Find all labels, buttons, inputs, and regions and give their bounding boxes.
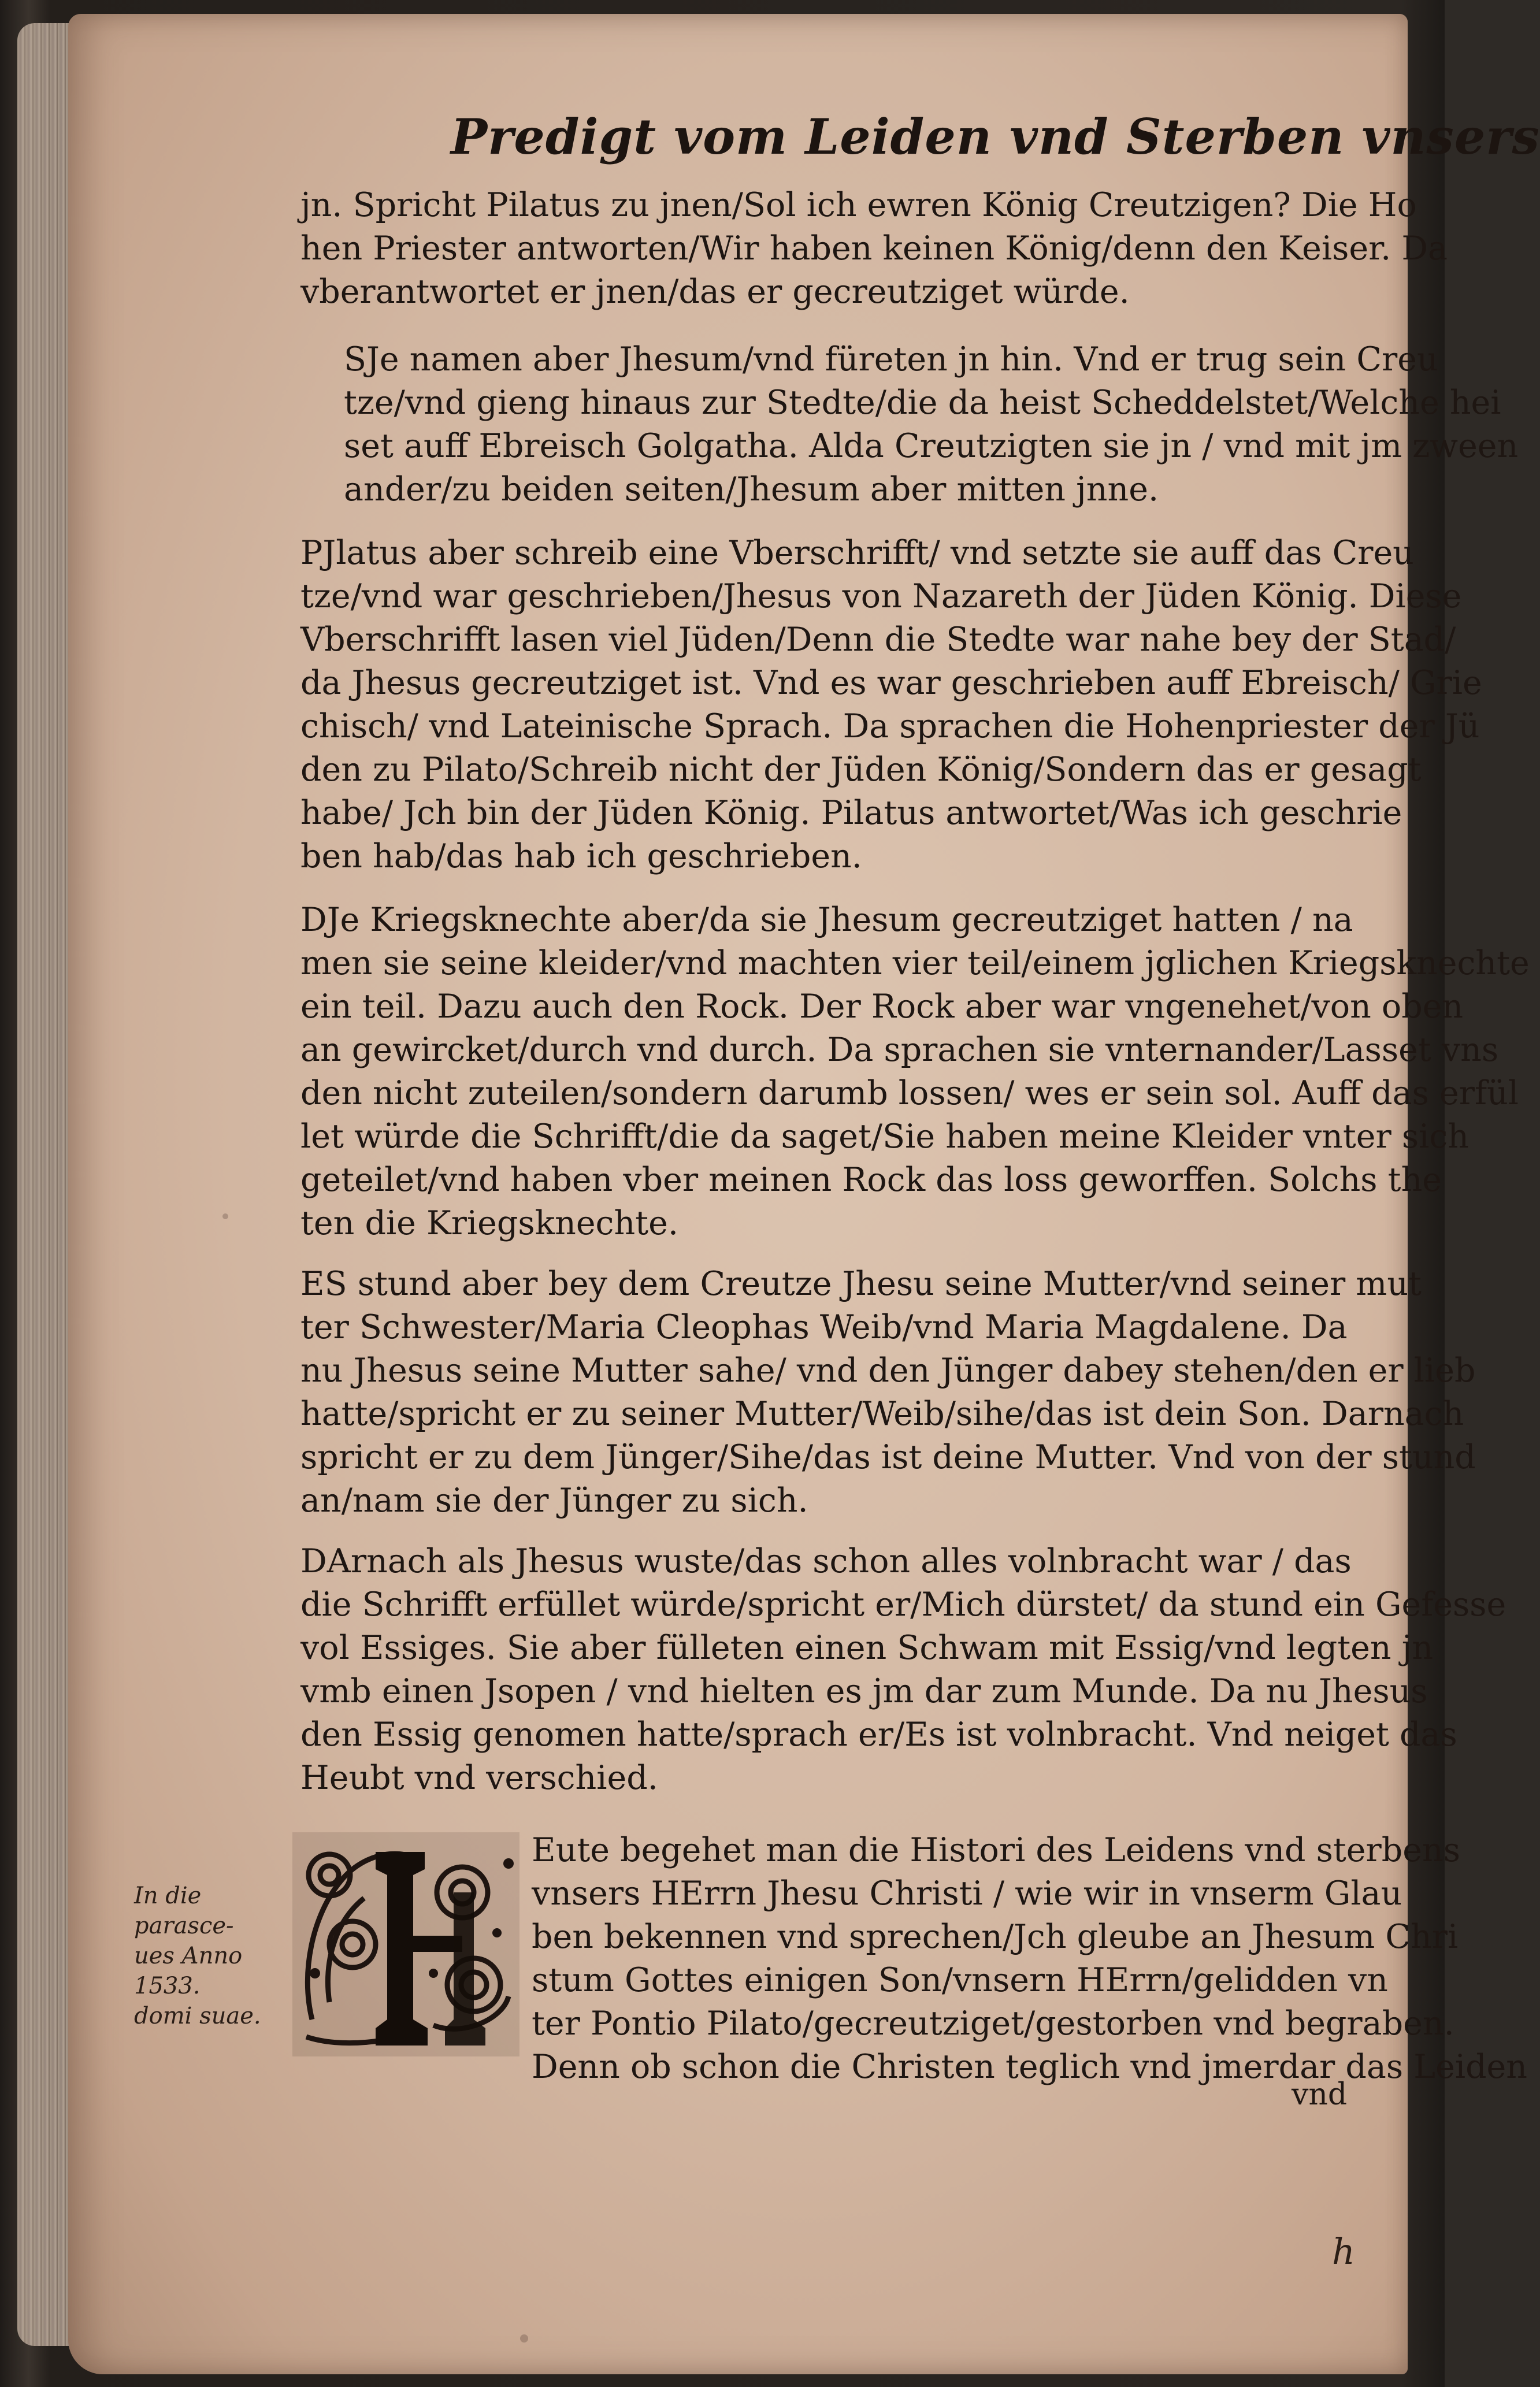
text-line: die Schrifft erfüllet würde/spricht er/Mich dürstet/ da stund ein Gefesse (300, 1586, 1506, 1624)
text-line: Eute begehet man die Histori des Leidens vnd sterbens (532, 1831, 1460, 1869)
paragraph-3 (300, 532, 1482, 878)
text-line: ben bekennen vnd sprechen/Jch gleube an Jhesum Chri (532, 1918, 1459, 1956)
text-line: vmb einen Jsopen / vnd hielten es jm dar zum Munde. Da nu Jhesus (300, 1672, 1428, 1710)
text-line: ben hab/das hab ich geschrieben. (300, 837, 862, 875)
text-line: let würde die Schrifft/die da saget/Sie haben meine Kleider vnter sich (300, 1118, 1469, 1156)
paragraph-1 (300, 184, 1448, 314)
text-line: da Jhesus gecreutziget ist. Vnd es war geschrieben auff Ebreisch/ Grie (300, 664, 1482, 702)
text-line: SJe namen aber Jhesum/vnd füreten jn hin. Vnd er trug sein Creu (344, 340, 1438, 378)
text-line: tze/vnd war geschrieben/Jhesus von Nazareth der Jüden König. Diese (300, 577, 1462, 615)
text-line: vberantwortet er jnen/das er gecreutziget würde. (300, 273, 1130, 311)
text-line: den nicht zuteilen/sondern darumb lossen/ wes er sein sol. Auff das erfül (300, 1074, 1519, 1112)
text-line: set auff Ebreisch Golgatha. Alda Creutzigten sie jn / vnd mit jm zween (344, 427, 1519, 465)
margin-note-line: In die parasce- (134, 1883, 234, 1939)
paragraph-7 (532, 1829, 1527, 2089)
paragraph-6 (300, 1540, 1506, 1800)
ink-speck (520, 2334, 528, 2343)
text-line: jn. Spricht Pilatus zu jnen/Sol ich ewren König Creutzigen? Die Ho (300, 186, 1417, 224)
text-line: DArnach als Jhesus wuste/das schon alles volnbracht war / das (300, 1542, 1352, 1580)
signature-mark: h (1332, 2230, 1355, 2273)
text-line: an gewircket/durch vnd durch. Da sprachen sie vnternander/Lasset vns (300, 1031, 1499, 1069)
text-line: DJe Kriegsknechte aber/da sie Jhesum gecreutziget hatten / na (300, 901, 1353, 939)
text-line: habe/ Jch bin der Jüden König. Pilatus antwortet/Was ich geschrie (300, 794, 1402, 832)
paragraph-5 (300, 1263, 1476, 1523)
text-line: Denn ob schon die Christen teglich vnd jmerdar das Leiden (532, 2048, 1527, 2086)
text-line: stum Gottes einigen Son/vnsern HErrn/gelidden vn (532, 1961, 1388, 1999)
text-line: hatte/spricht er zu seiner Mutter/Weib/sihe/das ist dein Son. Darnach (300, 1395, 1464, 1433)
text-line: den zu Pilato/Schreib nicht der Jüden König/Sondern das er gesagt (300, 751, 1422, 789)
text-line: spricht er zu dem Jünger/Sihe/das ist deine Mutter. Vnd von der stund (300, 1438, 1476, 1476)
text-line: men sie seine kleider/vnd machten vier teil/einem jglichen Kriegsknechte (300, 944, 1530, 982)
text-line: vol Essiges. Sie aber fülleten einen Schwam mit Essig/vnd legten jn (300, 1629, 1434, 1667)
text-line: Vberschrifft lasen viel Jüden/Denn die Stedte war nahe bey der Stad/ (300, 621, 1456, 659)
ink-speck (222, 1213, 228, 1219)
running-heading: Predigt vom Leiden vnd Sterben vnsers (451, 108, 1540, 165)
text-line: nu Jhesus seine Mutter sahe/ vnd den Jünger dabey stehen/den er lieb (300, 1352, 1476, 1390)
text-line: den Essig genomen hatte/sprach er/Es ist volnbracht. Vnd neiget das (300, 1716, 1457, 1754)
text-line: geteilet/vnd haben vber meinen Rock das loss geworffen. Solchs the (300, 1161, 1442, 1199)
paragraph-2 (344, 338, 1519, 511)
decorated-initial-h-icon (289, 1829, 523, 2060)
text-line: Heubt vnd verschied. (300, 1759, 658, 1797)
text-line: tze/vnd gieng hinaus zur Stedte/die da heist Scheddelstet/Welche hei (344, 384, 1501, 422)
text-line: hen Priester antworten/Wir haben keinen König/denn den Keiser. Da (300, 229, 1448, 268)
text-line: PJlatus aber schreib eine Vberschrifft/ vnd setzte sie auff das Creu (300, 534, 1414, 572)
text-line: vnsers HErrn Jhesu Christi / wie wir in vnserm Glau (532, 1874, 1402, 1913)
text-line: ander/zu beiden seiten/Jhesum aber mitten jnne. (344, 470, 1159, 508)
text-line: ein teil. Dazu auch den Rock. Der Rock aber war vngenehet/von oben (300, 988, 1464, 1026)
text-line: ten die Kriegsknechte. (300, 1204, 678, 1242)
margin-note (134, 1881, 296, 2031)
text-line: chisch/ vnd Lateinische Sprach. Da sprachen die Hohenpriester der Jü (300, 707, 1480, 745)
paragraph-4 (300, 899, 1530, 1245)
text-line: ES stund aber bey dem Creutze Jhesu seine Mutter/vnd seiner mut (300, 1265, 1422, 1303)
text-line: ter Schwester/Maria Cleophas Weib/vnd Maria Magdalene. Da (300, 1308, 1348, 1346)
catchword: vnd (1292, 2077, 1348, 2112)
text-line: an/nam sie der Jünger zu sich. (300, 1482, 808, 1520)
text-line: ter Pontio Pilato/gecreutziget/gestorben vnd begraben. (532, 2004, 1454, 2043)
margin-note-line: ues Anno 1533. (134, 1943, 243, 1999)
margin-note-line: domi suae. (134, 2003, 261, 2029)
